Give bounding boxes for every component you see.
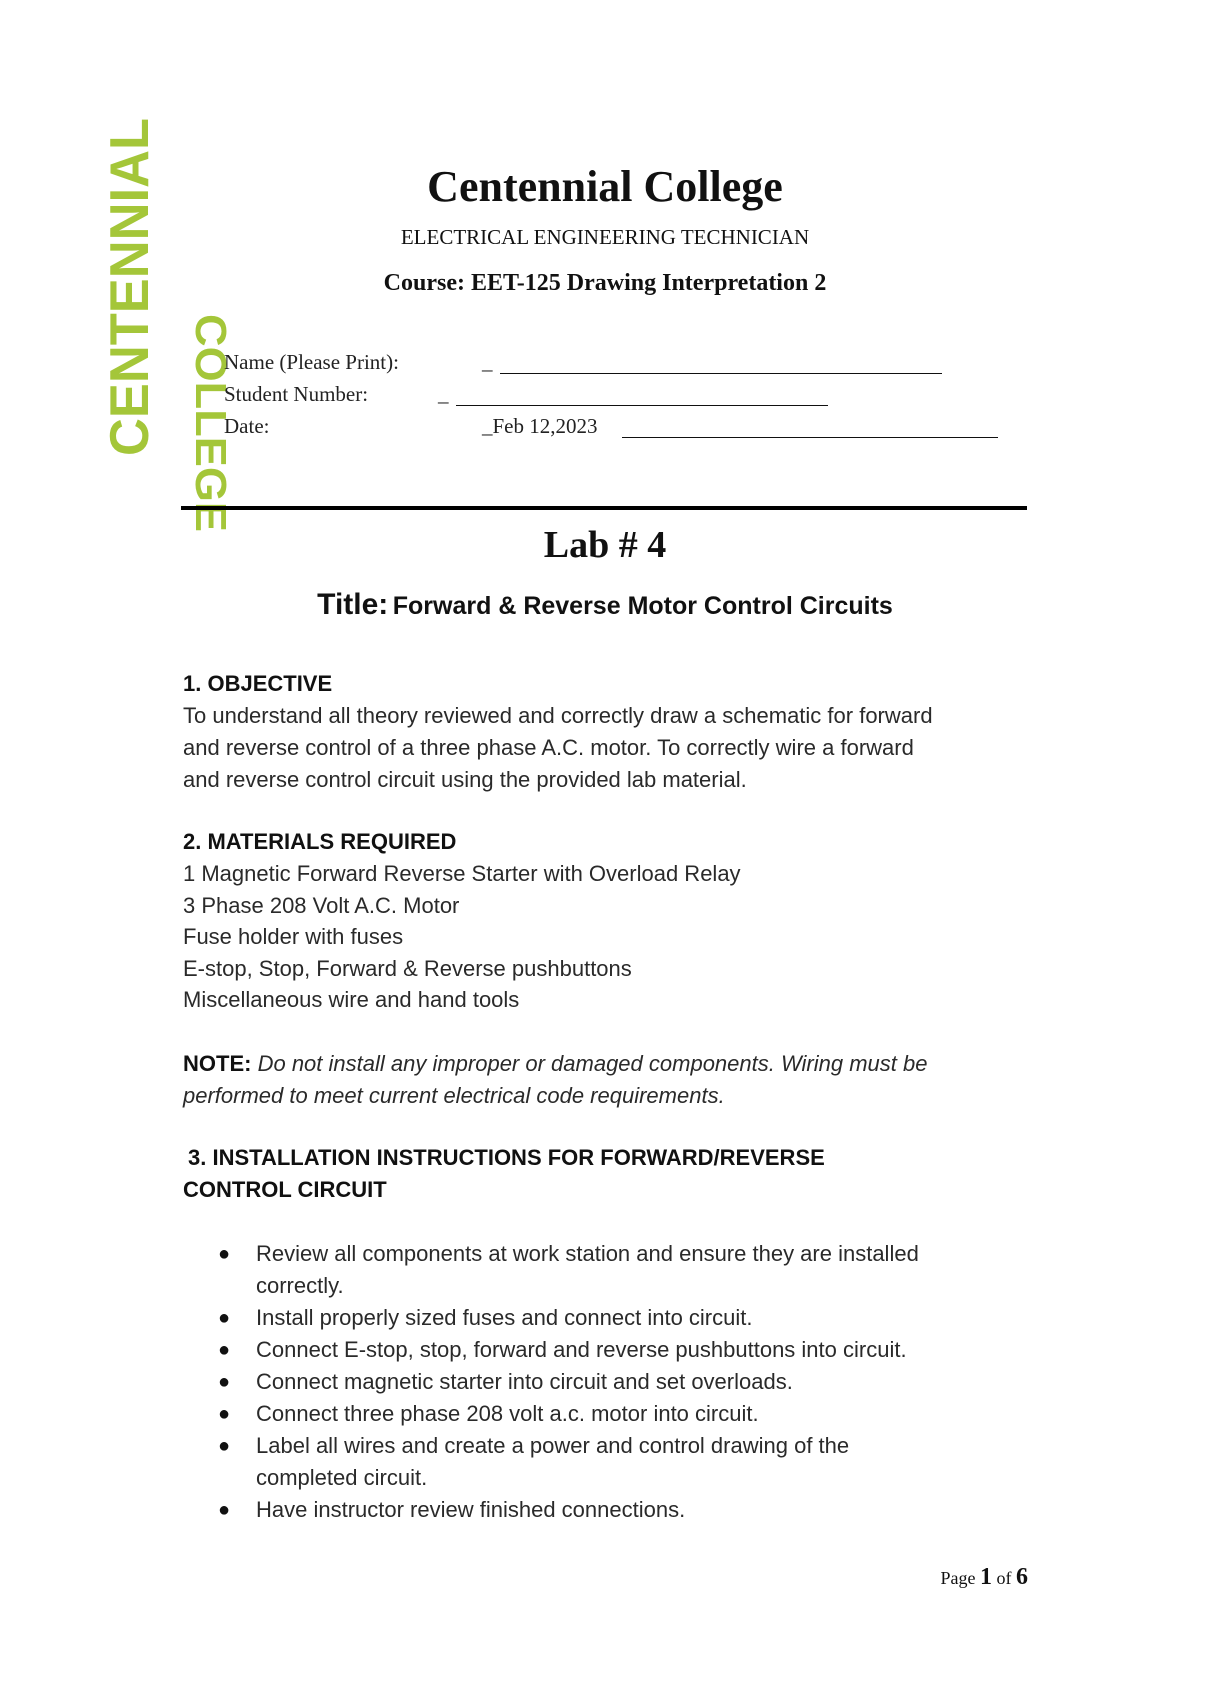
materials-heading: 2. MATERIALS REQUIRED	[183, 829, 457, 854]
list-item	[218, 1494, 919, 1526]
lab-title	[0, 588, 1210, 627]
objective-heading: 1. OBJECTIVE	[183, 671, 333, 696]
step-text: Connect three phase 208 volt a.c. motor into circuit.	[256, 1401, 759, 1426]
college-title: Centennial College	[427, 162, 783, 211]
list-item	[218, 1398, 919, 1430]
bullet-icon: ●	[218, 1403, 231, 1425]
step-text: Have instructor review finished connections.	[256, 1497, 686, 1522]
bullet-icon: ●	[218, 1339, 231, 1361]
list-item: Fuse holder with fuses	[183, 924, 404, 950]
list-item	[218, 1430, 919, 1494]
objective-line: To understand all theory reviewed and correctly draw a schematic for forward	[183, 703, 933, 728]
bullet-icon: ●	[218, 1371, 231, 1393]
note-label: NOTE:	[183, 1051, 252, 1076]
date-value[interactable]: _Feb 12,2023	[482, 414, 598, 438]
page-prefix: Page	[940, 1568, 976, 1588]
lab-number: Lab # 4	[543, 524, 667, 566]
name-label: Name (Please Print):	[224, 350, 399, 374]
step-text: Install properly sized fuses and connect into circuit.	[256, 1305, 753, 1330]
objective-text	[183, 700, 1043, 796]
step-text: Label all wires and create a power and control drawing of the	[256, 1433, 850, 1458]
name-underline	[500, 373, 942, 374]
lab-title-text: Forward & Reverse Motor Control Circuits	[392, 592, 893, 620]
list-item: 3 Phase 208 Volt A.C. Motor	[183, 892, 460, 918]
safety-note	[183, 1048, 1043, 1112]
installation-heading-cont: CONTROL CIRCUIT	[183, 1177, 387, 1202]
objective-line: and reverse control circuit using the provided lab material.	[183, 767, 747, 792]
course-title: Course: EET-125 Drawing Interpretation 2	[383, 270, 827, 296]
page-of: of	[996, 1568, 1012, 1588]
list-item	[218, 1366, 919, 1398]
logo-word-centennial: CENTENNIAL	[98, 101, 160, 456]
step-text: Connect magnetic starter into circuit and set overloads.	[256, 1369, 793, 1394]
date-underline	[622, 437, 998, 438]
student-number-value[interactable]: _	[438, 382, 449, 406]
list-item	[218, 1238, 919, 1302]
student-number-underline	[456, 405, 828, 406]
objective-line: and reverse control of a three phase A.C. motor. To correctly wire a forward	[183, 735, 914, 760]
header-divider	[181, 506, 1027, 510]
date-label: Date:	[224, 414, 270, 438]
bullet-icon: ●	[218, 1435, 231, 1457]
name-value[interactable]: _	[482, 350, 493, 374]
note-text: Do not install any improper or damaged components. Wiring must be	[257, 1051, 928, 1076]
list-item	[218, 1334, 919, 1366]
page-current: 1	[980, 1564, 992, 1590]
list-item: 1 Magnetic Forward Reverse Starter with Overload Relay	[183, 861, 741, 886]
installation-steps	[218, 1238, 919, 1526]
step-text: Connect E-stop, stop, forward and reverse pushbuttons into circuit.	[256, 1337, 907, 1362]
lab-title-label: Title:	[317, 588, 389, 621]
list-item	[218, 1302, 919, 1334]
materials-list	[183, 858, 741, 1016]
note-text: performed to meet current electrical code requirements.	[183, 1083, 725, 1108]
program-name: ELECTRICAL ENGINEERING TECHNICIAN	[400, 225, 810, 249]
step-text: correctly.	[256, 1273, 344, 1298]
step-text: Review all components at work station and ensure they are installed	[256, 1241, 919, 1266]
list-item: Miscellaneous wire and hand tools	[183, 987, 520, 1013]
page-total: 6	[1016, 1564, 1028, 1590]
installation-heading: 3. INSTALLATION INSTRUCTIONS FOR FORWARD/REVERSE	[188, 1145, 825, 1170]
bullet-icon: ●	[218, 1499, 231, 1521]
step-text: completed circuit.	[256, 1465, 428, 1490]
list-item: E-stop, Stop, Forward & Reverse pushbuttons	[183, 955, 632, 981]
bullet-icon: ●	[218, 1243, 231, 1265]
student-number-label: Student Number:	[224, 382, 369, 406]
bullet-icon: ●	[218, 1307, 231, 1329]
page-number	[941, 1562, 1029, 1593]
logo-word-college: COLLEGE	[186, 314, 235, 527]
